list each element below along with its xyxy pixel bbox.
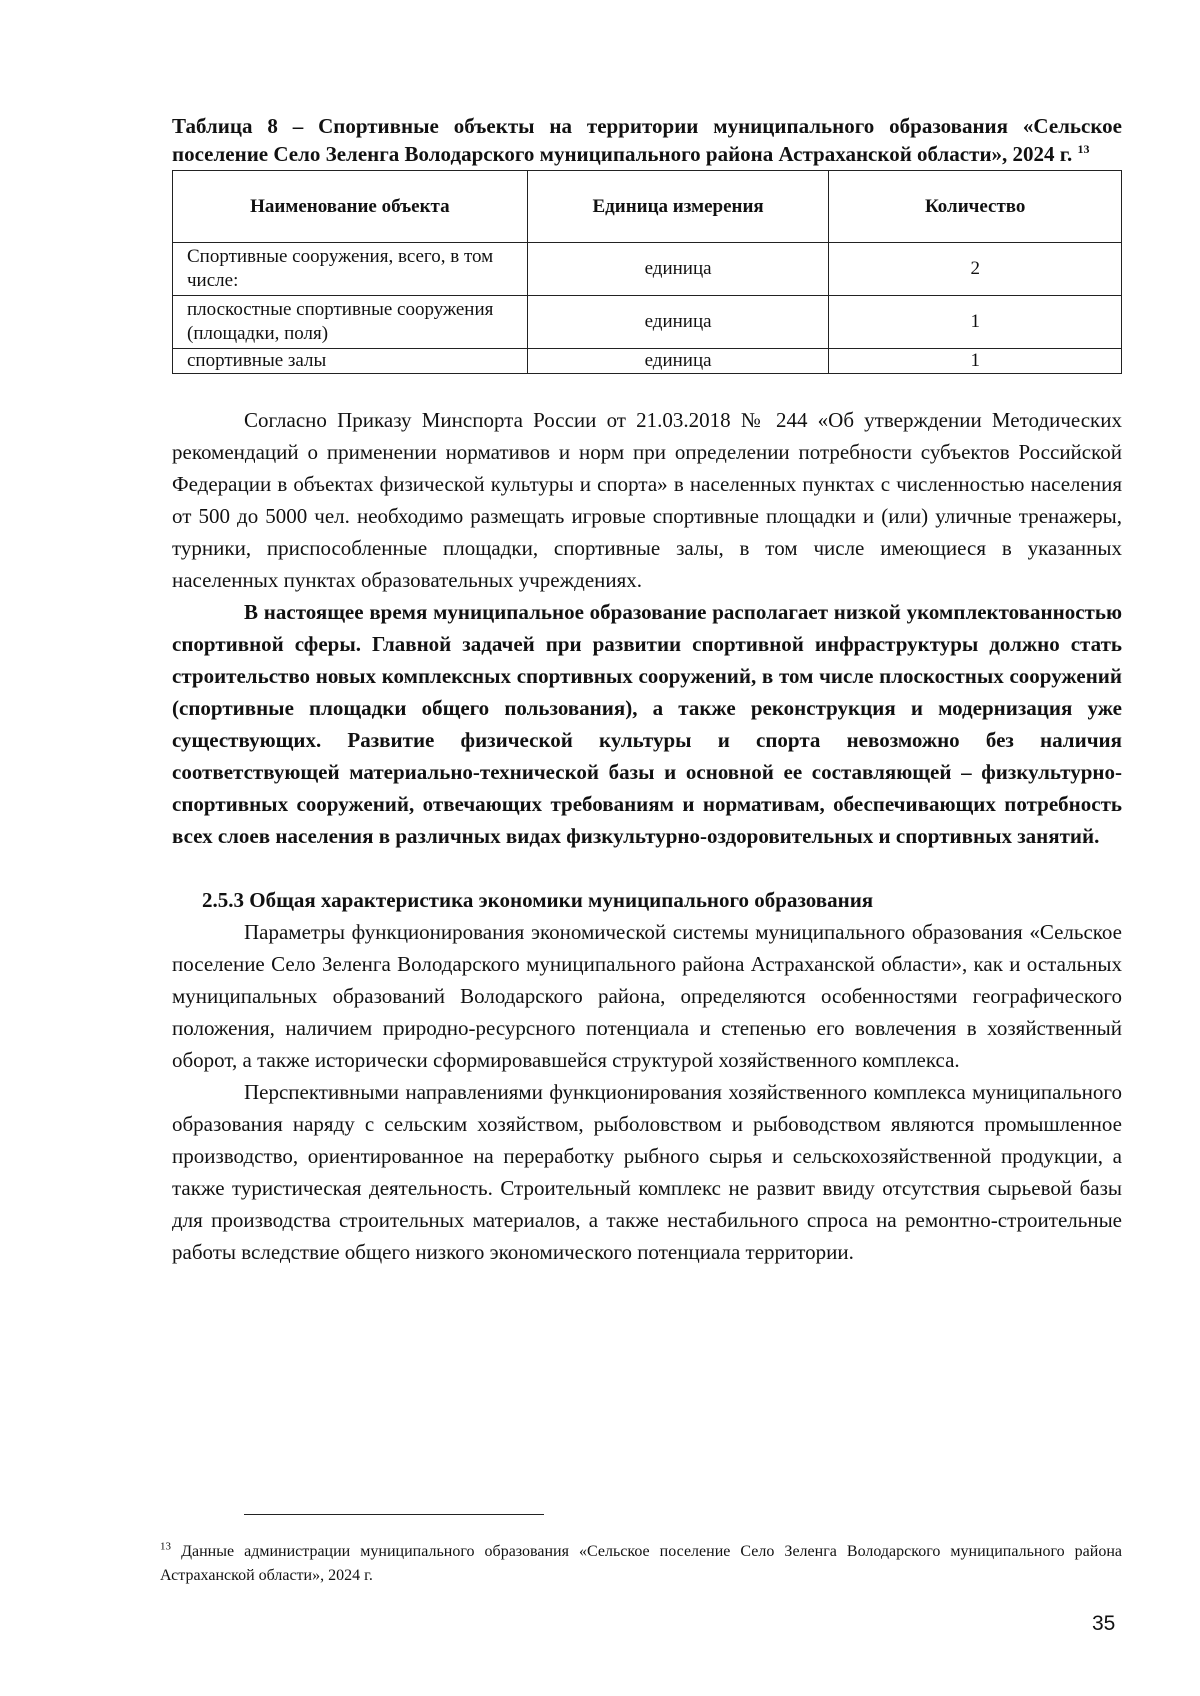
table-header-row — [173, 171, 1122, 243]
table-row — [173, 296, 1122, 349]
cell-unit: единица — [527, 349, 829, 374]
cell-unit: единица — [527, 296, 829, 349]
cell-quantity: 1 — [829, 349, 1122, 374]
paragraph-economy-directions: Перспективными направлениями функционирования хозяйственного комплекса муниципального образования наряду с сельским хозяйством, рыболовством и рыбоводством являются промышленное производство, ориентированное на переработку рыбного сырья и сельскохозяйственной продукции, а также туристическая деятельность. Строительный комплекс не развит ввиду отсутствия сырьевой базы для производства строительных материалов, а также нестабильного спроса на ремонтно-строительные работы вследствие общего низкого экономического потенциала территории. — [172, 1080, 1122, 1264]
cell-object-name: плоскостные спортивные сооружения (площадки, поля) — [173, 296, 528, 349]
page-content — [172, 112, 1122, 1268]
table-caption — [172, 112, 1122, 168]
cell-object-name: Спортивные сооружения, всего, в том числе: — [173, 243, 528, 296]
footnote-text: Данные администрации муниципального образования «Сельское поселение Село Зеленга Володарского муниципального района Астраханской области», 2024 г. — [160, 1543, 1123, 1584]
cell-unit: единица — [527, 243, 829, 296]
footnote-reference: 13 — [1077, 142, 1090, 156]
footnote — [160, 1540, 1122, 1588]
table-row — [173, 243, 1122, 296]
paragraph-economy-parameters: Параметры функционирования экономической системы муниципального образования «Сельское поселение Село Зеленга Володарского муниципального района Астраханской области», как и остальных муниципальных образований Володарского района, определяются особенностями географического положения, наличием природно-ресурсного потенциала и степенью его вовлечения в хозяйственный оборот, а также исторически сформировавшейся структурой хозяйственного комплекса. — [172, 920, 1122, 1072]
sports-facilities-table — [172, 170, 1122, 374]
cell-quantity: 2 — [829, 243, 1122, 296]
footnote-divider — [244, 1514, 544, 1515]
cell-quantity: 1 — [829, 296, 1122, 349]
paragraph-order-reference: Согласно Приказу Минспорта России от 21.03.2018 № 244 «Об утверждении Методических рекомендаций о применении нормативов и норм при определении потребности субъектов Российской Федерации в объектах физической культуры и спорта» в населенных пунктах с численностью населения от 500 до 5000 чел. необходимо размещать игровые спортивные площадки и (или) уличные тренажеры, турники, приспособленные площадки, спортивные залы, в том числе имеющиеся в указанных населенных пунктах образовательных учреждениях. — [172, 408, 1122, 592]
column-header-unit: Единица измерения — [527, 171, 829, 243]
cell-object-name: спортивные залы — [173, 349, 528, 374]
page-number: 35 — [1092, 1612, 1116, 1635]
column-header-quantity: Количество — [829, 171, 1122, 243]
table-caption-text: Таблица 8 – Спортивные объекты на территории муниципального образования «Сельское поселение Село Зеленга Володарского муниципального района Астраханской области», 2024 г. — [172, 114, 1122, 166]
section-heading: 2.5.3 Общая характеристика экономики муниципального образования — [202, 888, 874, 912]
column-header-object-name: Наименование объекта — [173, 171, 528, 243]
paragraph-current-state-bold: В настоящее время муниципальное образование располагает низкой укомплектованностью спортивной сферы. Главной задачей при развитии спортивной инфраструктуры должно стать строительство новых комплексных спортивных сооружений, в том числе плоскостных сооружений (спортивные площадки общего пользования), а также реконструкция и модернизация уже существующих. Развитие физической культуры и спорта невозможно без наличия соответствующей материально-технической базы и основной ее составляющей – физкультурно-спортивных сооружений, отвечающих требованиям и нормативам, обеспечивающих потребность всех слоев населения в различных видах физкультурно-оздоровительных и спортивных занятий. — [172, 600, 1122, 848]
footnote-number: 13 — [160, 1540, 171, 1553]
table-row — [173, 349, 1122, 374]
